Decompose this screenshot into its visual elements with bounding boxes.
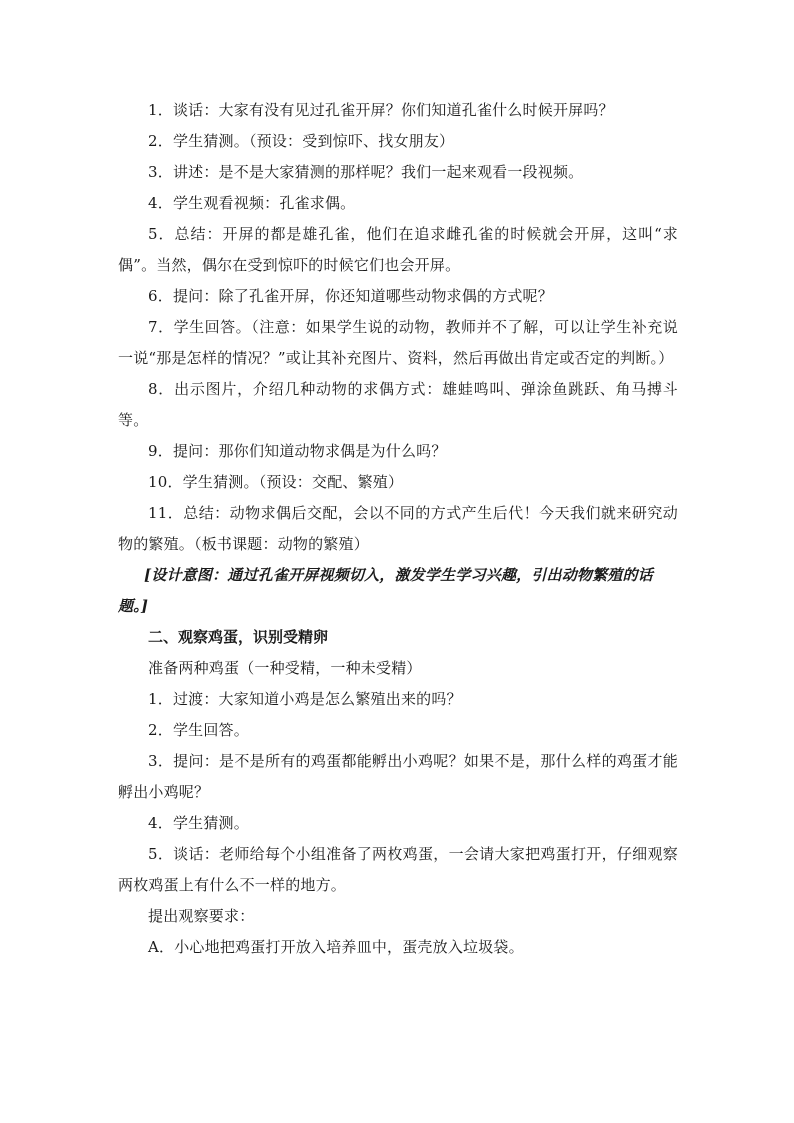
paragraph: 9．提问：那你们知道动物求偶是为什么吗？ bbox=[148, 442, 447, 460]
paragraph: 2．学生猜测。（预设：受到惊吓、找女朋友） bbox=[148, 132, 455, 150]
paragraph: A．小心地把鸡蛋打开放入培养皿中，蛋壳放入垃圾袋。 bbox=[148, 938, 524, 956]
paragraph: 7．学生回答。（注意：如果学生说的动物，教师并不了解，可以让学生补充说一说“那是怎样的情况？”或让其补充图片、资料，然后再做出肯定或否定的判断。） bbox=[118, 318, 678, 367]
section-heading: 二、观察鸡蛋，识别受精卵 bbox=[148, 628, 329, 646]
design-intent-note: [设计意图：通过孔雀开屏视频切入，激发学生学习兴趣，引出动物繁殖的话题。] bbox=[118, 566, 653, 615]
paragraph: 3．讲述：是不是大家猜测的那样呢？我们一起来观看一段视频。 bbox=[148, 163, 584, 181]
paragraph: 1．谈话：大家有没有见过孔雀开屏？你们知道孔雀什么时候开屏吗？ bbox=[148, 101, 614, 119]
paragraph: 5．谈话：老师给每个小组准备了两枚鸡蛋，一会请大家把鸡蛋打开，仔细观察两枚鸡蛋上有什么不一样的地方。 bbox=[118, 845, 678, 894]
paragraph: 4．学生观看视频：孔雀求偶。 bbox=[148, 194, 356, 212]
paragraph: 准备两种鸡蛋（一种受精，一种未受精） bbox=[148, 659, 422, 677]
paragraph: 2．学生回答。 bbox=[148, 721, 249, 739]
paragraph: 8．出示图片，介绍几种动物的求偶方式：雄蛙鸣叫、弹涂鱼跳跃、角马搏斗等。 bbox=[118, 380, 678, 429]
document-body bbox=[118, 95, 678, 963]
paragraph: 5．总结：开屏的都是雄孔雀，他们在追求雌孔雀的时候就会开屏，这叫“求偶”。当然，偶尔在受到惊吓的时候它们也会开屏。 bbox=[118, 225, 678, 274]
paragraph: 3．提问：是不是所有的鸡蛋都能孵出小鸡呢？如果不是，那什么样的鸡蛋才能孵出小鸡呢？ bbox=[118, 752, 678, 801]
paragraph: 6．提问：除了孔雀开屏，你还知道哪些动物求偶的方式呢？ bbox=[148, 287, 553, 305]
paragraph: 1．过渡：大家知道小鸡是怎么繁殖出来的吗？ bbox=[148, 690, 462, 708]
paragraph: 11．总结：动物求偶后交配，会以不同的方式产生后代！今天我们就来研究动物的繁殖。（板书课题：动物的繁殖） bbox=[118, 504, 678, 553]
paragraph: 提出观察要求： bbox=[148, 907, 255, 925]
paragraph: 4．学生猜测。 bbox=[148, 814, 249, 832]
paragraph: 10．学生猜测。（预设：交配、繁殖） bbox=[148, 473, 404, 491]
